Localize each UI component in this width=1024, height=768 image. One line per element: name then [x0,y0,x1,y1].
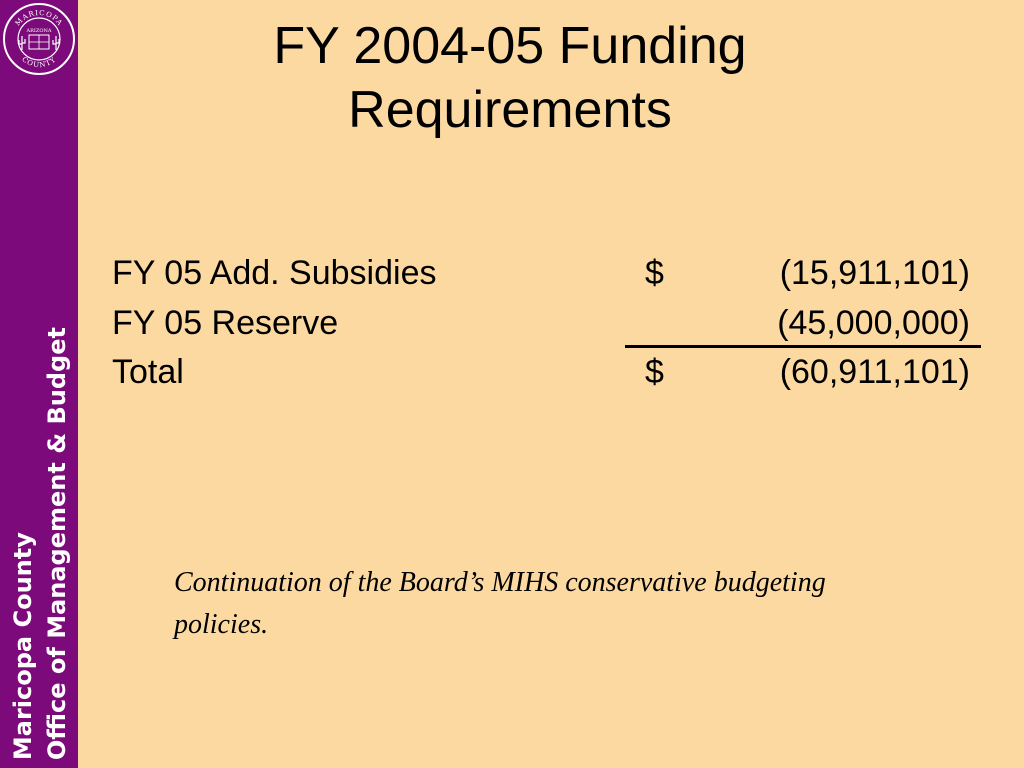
table-row [112,248,992,298]
row-amount: (15,911,101) [779,254,970,292]
svg-text:COUNTY: COUNTY [20,55,58,70]
table-row [112,298,992,348]
county-seal-logo [2,2,76,76]
sidebar [0,0,78,768]
sidebar-line-office: Office of Management & Budget [43,326,71,760]
row-currency: $ [645,254,664,292]
slide-title-line2: Requirements [348,81,672,139]
table-row-total [112,347,992,397]
slide-title [180,14,840,142]
policy-note: Continuation of the Board’s MIHS conservative budgeting policies. [174,567,826,640]
row-amount: (60,911,101) [779,353,970,391]
sidebar-line-county: Maricopa County [9,532,37,760]
row-label: FY 05 Add. Subsidies [112,254,437,292]
row-amount: (45,000,000) [777,304,970,342]
sidebar-organization-name [6,327,74,760]
row-label: FY 05 Reserve [112,304,339,342]
slide-title-line1: FY 2004-05 Funding [273,17,747,75]
row-label: Total [112,353,184,391]
row-currency: $ [645,353,664,391]
svg-text:MARICOPA: MARICOPA [13,8,65,28]
svg-text:ARIZONA: ARIZONA [26,28,52,34]
